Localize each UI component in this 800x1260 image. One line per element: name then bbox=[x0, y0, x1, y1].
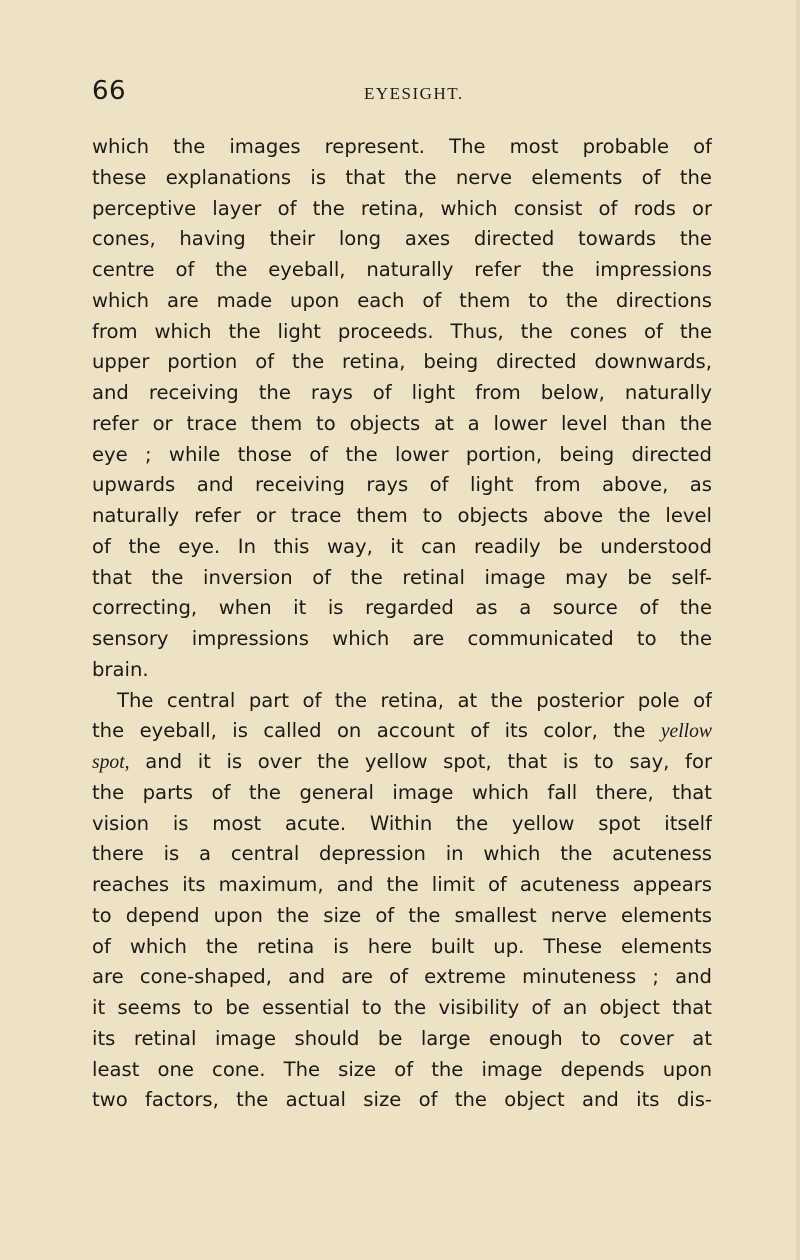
page-number: 66 bbox=[92, 76, 127, 106]
text-line: and receiving the rays of light from below, naturally bbox=[92, 381, 712, 404]
text-line: reaches its maximum, and the limit of acuteness appears bbox=[92, 873, 712, 896]
text-line: there is a central depression in which the acuteness bbox=[92, 842, 712, 866]
text-run: the eyeball, is called on account of its color, the bbox=[92, 719, 661, 743]
running-head: EYESIGHT. bbox=[364, 84, 464, 103]
text-line-with-italic bbox=[92, 747, 712, 778]
text-line: which the images represent. The most probable of bbox=[92, 135, 712, 158]
text-line: these explanations is that the nerve elements of the bbox=[92, 165, 712, 189]
text-line: centre of the eyeball, naturally refer the impressions bbox=[92, 258, 712, 281]
text-line-with-italic bbox=[92, 716, 712, 747]
text-line: its retinal image should be large enough to cover at bbox=[92, 1026, 712, 1050]
text-line: perceptive layer of the retina, which consist of rods or bbox=[92, 196, 712, 220]
text-line: upper portion of the retina, being directed downwards, bbox=[92, 350, 712, 374]
text-line: correcting, when it is regarded as a source of the bbox=[92, 596, 712, 620]
text-line: the parts of the general image which fall there, that bbox=[92, 780, 712, 804]
body-text bbox=[92, 132, 712, 1116]
page-edge bbox=[796, 0, 800, 1260]
text-line: naturally refer or trace them to objects above the level bbox=[92, 504, 712, 527]
paragraph-2-first-line: The central part of the retina, at the posterior pole of bbox=[117, 688, 712, 712]
text-line: vision is most acute. Within the yellow spot itself bbox=[92, 811, 712, 835]
text-line: to depend upon the size of the smallest nerve elements bbox=[92, 903, 712, 927]
text-line: refer or trace them to objects at a lower level than the bbox=[92, 411, 712, 435]
text-line: upwards and receiving rays of light from above, as bbox=[92, 473, 712, 497]
text-line: sensory impressions which are communicated to the bbox=[92, 627, 712, 650]
text-line: cones, having their long axes directed towards the bbox=[92, 227, 712, 251]
italic-term: spot, bbox=[92, 752, 130, 773]
text-line: least one cone. The size of the image depends upon bbox=[92, 1057, 712, 1081]
text-line: eye ; while those of the lower portion, being directed bbox=[92, 442, 712, 466]
text-line: brain. bbox=[92, 657, 149, 681]
text-line: which are made upon each of them to the directions bbox=[92, 288, 712, 312]
text-line: of the eye. In this way, it can readily be understood bbox=[92, 534, 712, 558]
text-line: two factors, the actual size of the object and its dis- bbox=[92, 1088, 712, 1112]
page-header bbox=[92, 74, 712, 114]
text-run: and it is over the yellow spot, that is to say, for bbox=[129, 750, 712, 773]
text-line: it seems to be essential to the visibility of an object that bbox=[92, 996, 712, 1019]
text-line: from which the light proceeds. Thus, the cones of the bbox=[92, 319, 712, 343]
text-line: of which the retina is here built up. These elements bbox=[92, 934, 712, 958]
text-line: are cone-shaped, and are of extreme minuteness ; and bbox=[92, 965, 712, 989]
italic-term: yellow bbox=[660, 721, 712, 743]
text-line: that the inversion of the retinal image may be self- bbox=[92, 565, 712, 589]
